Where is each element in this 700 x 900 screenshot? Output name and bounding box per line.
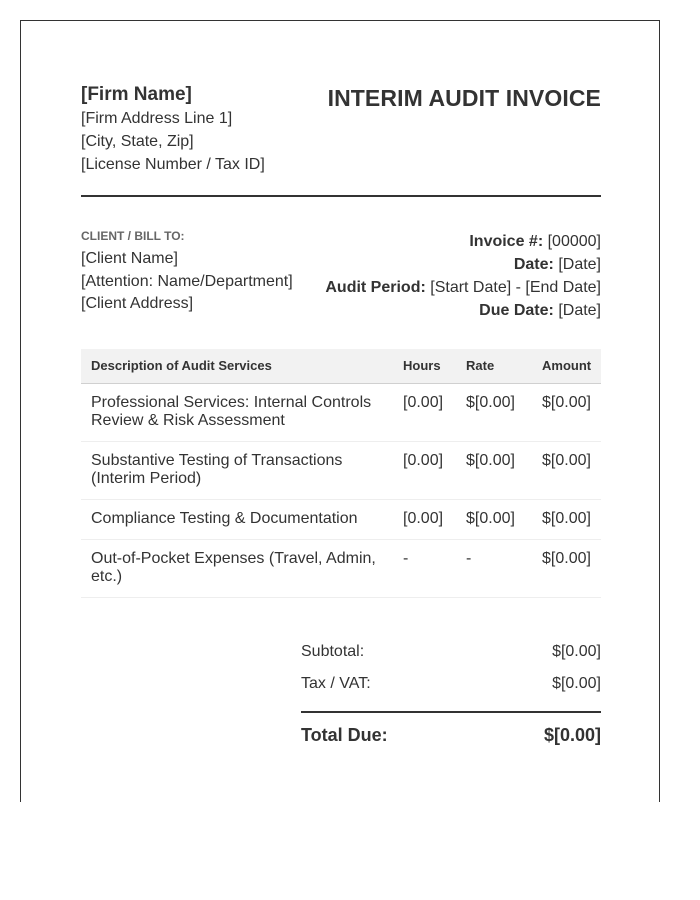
due-date-label: Due Date: xyxy=(479,302,554,319)
service-rate: $[0.00] xyxy=(456,441,532,499)
service-rate: - xyxy=(456,539,532,597)
audit-period xyxy=(325,276,601,299)
table-row xyxy=(81,383,601,441)
table-header-row xyxy=(81,349,601,383)
client-label: CLIENT / BILL TO: xyxy=(81,229,185,243)
service-hours: - xyxy=(393,539,456,597)
invoice-date-label: Date: xyxy=(513,256,554,273)
invoice-meta xyxy=(325,230,601,349)
client-name: [Client Name] xyxy=(81,250,178,267)
service-description: Substantive Testing of Transactions (Interim Period) xyxy=(81,441,393,499)
invoice-number-label: Invoice #: xyxy=(469,233,544,250)
subtotal-label: Subtotal: xyxy=(301,642,365,660)
subtotal-row xyxy=(301,636,601,668)
table-row xyxy=(81,441,601,499)
invoice-content xyxy=(81,83,601,747)
invoice-date xyxy=(325,253,601,276)
tax-row xyxy=(301,668,601,700)
column-header-rate: Rate xyxy=(456,349,532,383)
firm-address-line-1: [Firm Address Line 1] xyxy=(81,110,233,127)
service-amount: $[0.00] xyxy=(532,499,601,539)
tax-label: Tax / VAT: xyxy=(301,674,371,692)
subtotal-value: $[0.00] xyxy=(552,642,601,660)
service-amount: $[0.00] xyxy=(532,539,601,597)
client-address: [Client Address] xyxy=(81,295,194,312)
firm-name: [Firm Name] xyxy=(81,84,192,105)
invoice-number xyxy=(325,230,601,253)
invoice-number-value: [00000] xyxy=(547,233,601,250)
service-amount: $[0.00] xyxy=(532,441,601,499)
totals-section xyxy=(301,636,601,747)
service-hours: [0.00] xyxy=(393,441,456,499)
service-description: Out-of-Pocket Expenses (Travel, Admin, etc.) xyxy=(81,539,393,597)
service-rate: $[0.00] xyxy=(456,499,532,539)
services-table xyxy=(81,349,601,598)
service-hours: [0.00] xyxy=(393,499,456,539)
due-date xyxy=(325,299,601,322)
service-description: Compliance Testing & Documentation xyxy=(81,499,393,539)
client-attention: [Attention: Name/Department] xyxy=(81,272,293,290)
total-due-row xyxy=(301,711,601,747)
service-amount: $[0.00] xyxy=(532,383,601,441)
total-due-label: Total Due: xyxy=(301,724,388,745)
column-header-amount: Amount xyxy=(532,349,601,383)
tax-value: $[0.00] xyxy=(552,674,601,692)
billing-section xyxy=(81,227,601,349)
invoice-title: INTERIM AUDIT INVOICE xyxy=(327,85,601,111)
audit-period-label: Audit Period: xyxy=(325,279,426,296)
audit-period-value: [Start Date] - [End Date] xyxy=(430,279,601,296)
due-date-value: [Date] xyxy=(558,302,601,319)
total-due-value: $[0.00] xyxy=(543,724,601,745)
service-hours: [0.00] xyxy=(393,383,456,441)
invoice-date-value: [Date] xyxy=(558,256,601,273)
column-header-description: Description of Audit Services xyxy=(81,349,393,383)
firm-city-state-zip: [City, State, Zip] xyxy=(81,133,194,150)
invoice-header xyxy=(81,83,601,197)
column-header-hours: Hours xyxy=(393,349,456,383)
service-rate: $[0.00] xyxy=(456,383,532,441)
invoice-page xyxy=(20,20,660,802)
client-info xyxy=(81,227,293,349)
table-row xyxy=(81,499,601,539)
service-description: Professional Services: Internal Controls Review & Risk Assessment xyxy=(81,383,393,441)
table-row xyxy=(81,539,601,597)
firm-license: [License Number / Tax ID] xyxy=(81,156,265,173)
firm-info xyxy=(81,83,265,176)
